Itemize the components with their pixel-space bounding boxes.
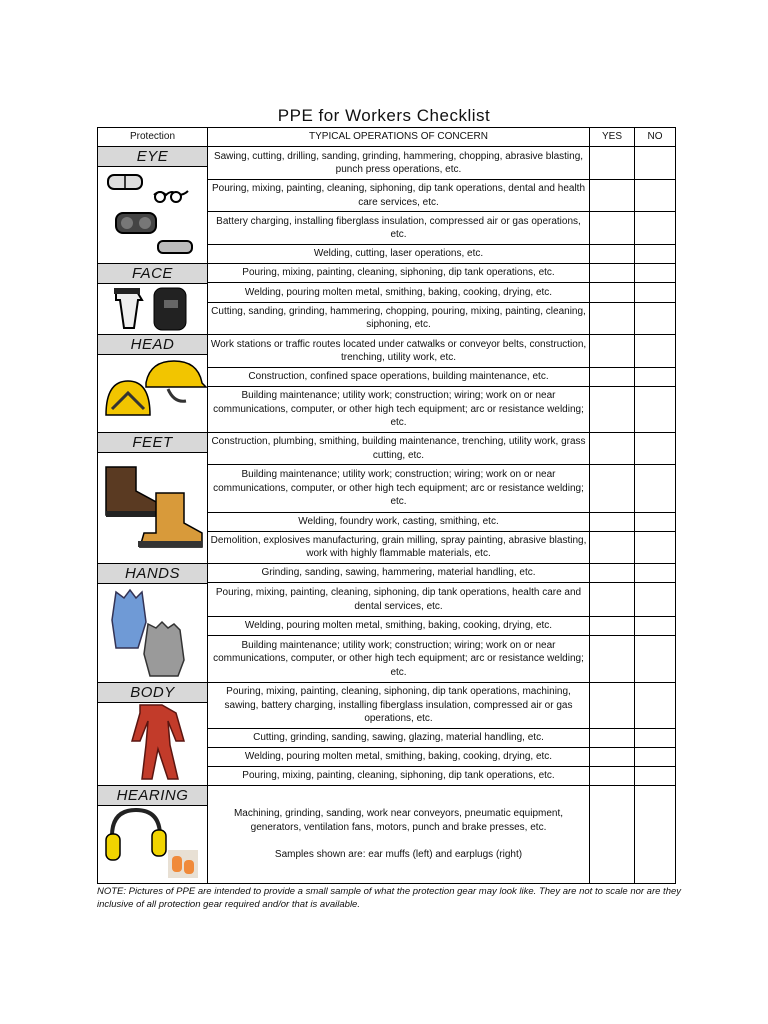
face-shield-icon (98, 284, 207, 334)
operation-cell: Welding, pouring molten metal, smithing, baking, cooking, drying, etc. (208, 283, 590, 302)
yes-checkbox[interactable] (590, 583, 635, 617)
yes-checkbox[interactable] (590, 729, 635, 748)
table-row (98, 264, 676, 283)
yes-checkbox[interactable] (590, 616, 635, 635)
no-checkbox[interactable] (635, 433, 676, 465)
category-label-body: BODY (98, 683, 207, 703)
yes-checkbox[interactable] (590, 531, 635, 563)
header-row (98, 128, 676, 147)
no-checkbox[interactable] (635, 302, 676, 334)
category-feet (98, 433, 208, 564)
category-label-hands: HANDS (98, 564, 207, 584)
safety-glasses-icon (98, 167, 207, 257)
operation-cell: Welding, cutting, laser operations, etc. (208, 245, 590, 264)
no-checkbox[interactable] (635, 368, 676, 387)
yes-checkbox[interactable] (590, 786, 635, 884)
yes-checkbox[interactable] (590, 245, 635, 264)
yes-checkbox[interactable] (590, 147, 635, 180)
no-checkbox[interactable] (635, 465, 676, 512)
no-checkbox[interactable] (635, 636, 676, 683)
yes-checkbox[interactable] (590, 335, 635, 368)
yes-checkbox[interactable] (590, 180, 635, 212)
footnote: NOTE: Pictures of PPE are intended to provide a small sample of what the protection gear may look like. They are not to scale nor are they inclusive of all protection gear required and/or that is available. (97, 886, 682, 910)
yes-checkbox[interactable] (590, 264, 635, 283)
ppe-checklist-table (97, 127, 676, 884)
operation-cell: Cutting, grinding, sanding, sawing, glazing, material handling, etc. (208, 729, 590, 748)
no-checkbox[interactable] (635, 283, 676, 302)
category-hearing (98, 786, 208, 884)
work-boots-icon (98, 453, 207, 563)
yes-checkbox[interactable] (590, 212, 635, 245)
ear-muffs-icon (98, 806, 207, 882)
no-checkbox[interactable] (635, 531, 676, 563)
yes-checkbox[interactable] (590, 564, 635, 583)
yes-checkbox[interactable] (590, 283, 635, 302)
yes-checkbox[interactable] (590, 368, 635, 387)
page-title: PPE for Workers Checklist (277, 106, 491, 125)
no-checkbox[interactable] (635, 264, 676, 283)
hard-hat-icon (98, 355, 207, 427)
table-row (98, 433, 676, 465)
operation-cell: Building maintenance; utility work; construction; wiring; work on or near communications, computer, or other high tech equipment; arc or resistance welding; etc. (208, 387, 590, 433)
operation-cell: Sawing, cutting, drilling, sanding, grinding, hammering, chopping, abrasive blasting, punch press operations, etc. (208, 147, 590, 180)
header-yes: YES (590, 128, 635, 147)
no-checkbox[interactable] (635, 616, 676, 635)
no-checkbox[interactable] (635, 564, 676, 583)
header-operations: TYPICAL OPERATIONS OF CONCERN (208, 128, 590, 147)
table-row (98, 786, 676, 884)
header-no: NO (635, 128, 676, 147)
operation-cell: Pouring, mixing, painting, cleaning, siphoning, dip tank operations, health care and dental services, etc. (208, 583, 590, 617)
yes-checkbox[interactable] (590, 636, 635, 683)
gloves-icon (98, 584, 207, 682)
no-checkbox[interactable] (635, 748, 676, 767)
no-checkbox[interactable] (635, 512, 676, 531)
no-checkbox[interactable] (635, 786, 676, 884)
yes-checkbox[interactable] (590, 465, 635, 512)
category-face (98, 264, 208, 335)
yes-checkbox[interactable] (590, 512, 635, 531)
table-row (98, 335, 676, 368)
operation-cell: Pouring, mixing, painting, cleaning, siphoning, dip tank operations, machining, sawing, battery charging, installing fiberglass insulation, compressed air or gas operations, etc. (208, 683, 590, 729)
category-head (98, 335, 208, 433)
sample-note: Samples shown are: ear muffs (left) and earplugs (right) (274, 849, 523, 861)
category-label-feet: FEET (98, 433, 207, 453)
no-checkbox[interactable] (635, 180, 676, 212)
category-eye (98, 147, 208, 264)
operation-cell: Demolition, explosives manufacturing, grain milling, spray painting, abrasive blasting, work with highly flammable materials, etc. (208, 531, 590, 563)
no-checkbox[interactable] (635, 212, 676, 245)
yes-checkbox[interactable] (590, 748, 635, 767)
yes-checkbox[interactable] (590, 302, 635, 334)
no-checkbox[interactable] (635, 683, 676, 729)
table-row (98, 683, 676, 729)
no-checkbox[interactable] (635, 767, 676, 786)
category-hands (98, 564, 208, 683)
operation-cell: Pouring, mixing, painting, cleaning, siphoning, dip tank operations, dental and health care services, etc. (208, 180, 590, 212)
header-protection: Protection (98, 128, 208, 147)
no-checkbox[interactable] (635, 245, 676, 264)
category-label-head: HEAD (98, 335, 207, 355)
operation-cell: Pouring, mixing, painting, cleaning, siphoning, dip tank operations, etc. (208, 767, 590, 786)
no-checkbox[interactable] (635, 729, 676, 748)
operation-cell: Cutting, sanding, grinding, hammering, chopping, pouring, mixing, painting, cleaning, siphoning, etc. (208, 302, 590, 334)
operation-cell: Battery charging, installing fiberglass insulation, compressed air or gas operations, etc. (208, 212, 590, 245)
operation-cell: Grinding, sanding, sawing, hammering, material handling, etc. (208, 564, 590, 583)
operation-cell: Work stations or traffic routes located under catwalks or conveyor belts, construction, trenching, utility work, etc. (208, 335, 590, 368)
operation-cell: Construction, plumbing, smithing, building maintenance, trenching, utility work, grass cutting, etc. (208, 433, 590, 465)
coveralls-icon (98, 703, 207, 783)
category-body (98, 683, 208, 786)
category-label-eye: EYE (98, 147, 207, 167)
table-row (98, 147, 676, 180)
yes-checkbox[interactable] (590, 387, 635, 433)
yes-checkbox[interactable] (590, 433, 635, 465)
yes-checkbox[interactable] (590, 767, 635, 786)
operation-cell: Building maintenance; utility work; construction; wiring; work on or near communications, computer, or other high tech equipment; arc or resistance welding; etc. (208, 636, 590, 683)
operation-cell: Construction, confined space operations, building maintenance, etc. (208, 368, 590, 387)
operation-cell: Welding, pouring molten metal, smithing, baking, cooking, drying, etc. (208, 748, 590, 767)
hearing-operations: Machining, grinding, sanding, work near conveyors, pneumatic equipment, generators, ventilation fans, motors, punch and brake presses, etc. (233, 808, 564, 833)
operation-cell: Building maintenance; utility work; construction; wiring; work on or near communications, computer, or other high tech equipment; arc or resistance welding; etc. (208, 465, 590, 512)
category-label-face: FACE (98, 264, 207, 284)
operation-cell: Welding, pouring molten metal, smithing, baking, cooking, drying, etc. (208, 616, 590, 635)
no-checkbox[interactable] (635, 335, 676, 368)
no-checkbox[interactable] (635, 583, 676, 617)
category-label-hearing: HEARING (98, 786, 207, 806)
no-checkbox[interactable] (635, 387, 676, 433)
operation-cell (208, 786, 590, 884)
operation-cell: Pouring, mixing, painting, cleaning, siphoning, dip tank operations, etc. (208, 264, 590, 283)
table-row (98, 564, 676, 583)
no-checkbox[interactable] (635, 147, 676, 180)
operation-cell: Welding, foundry work, casting, smithing, etc. (208, 512, 590, 531)
yes-checkbox[interactable] (590, 683, 635, 729)
